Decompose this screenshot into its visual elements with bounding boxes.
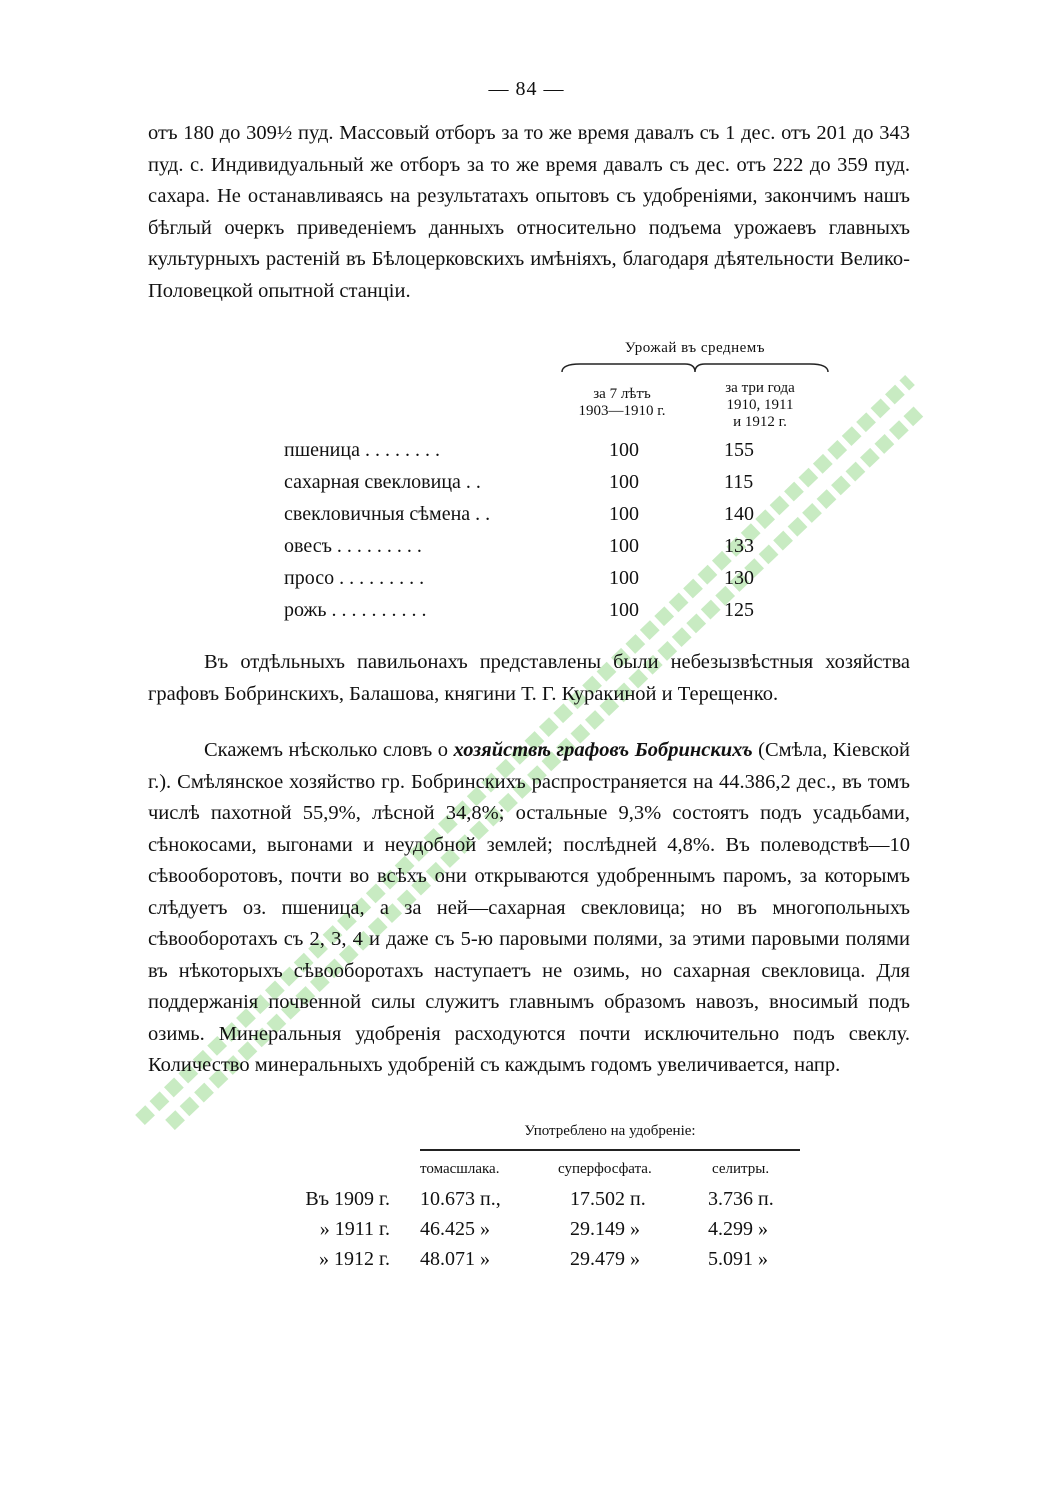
fert-row [260, 1248, 820, 1278]
yield-value-7y: 100 [609, 567, 639, 589]
fert-year: Въ 1909 г. [305, 1188, 390, 1210]
yield-row [284, 471, 844, 503]
yield-col2-header: за три года 1910, 1911 и 1912 г. [725, 380, 795, 430]
fert-thomas-slag: 48.071 » [420, 1248, 490, 1270]
yield-value-7y: 100 [609, 599, 639, 621]
paragraph-pavilions: Въ отдѣльныхъ павильонахъ представлены были небезызвѣстныя хозяйства графовъ Бобринскихъ, Балашова, княгини Т. Г. Куракиной и Терещенко. [148, 651, 910, 705]
yield-col1-header: за 7 лѣтъ 1903—1910 г. [578, 386, 666, 419]
paragraph-bobrinsky-estate: Скажемъ нѣсколько словъ о хозяйствѣ графовъ Бобринскихъ (Смѣла, Кіевской г.). Смѣлянское хозяйство гр. Бобринскихъ распространяется на 44.386,2 дес., въ томъ числѣ пахотной 55,9%, лѣсной 34,8%; остальные 9,3% состоятъ подъ усадьбами, сѣнокосами, выгонами и неудобной землей; послѣдней 4,8%. Въ полеводствѣ—10 сѣвооборотовъ, почти во всѣхъ они открываются удобреннымъ паромъ, за которымъ слѣдуетъ оз. пшеница, а за ней—сахарная свекловица; но въ многопольныхъ сѣвооборотахъ съ 2, 3, 4 и даже съ 5-ю паровыми полями, за этими паровыми полями въ нѣкоторыхъ сѣвооборотахъ наступаетъ не озимь, но сахарная свекловица. Для поддержанія почвенной силы служитъ главнымъ образомъ навозъ, вносимый подъ озимь. Минеральныя удобренія расходуются почти исключительно подъ свеклу. Количество минеральныхъ удобреній съ каждымъ годомъ увеличивается, напр. [148, 739, 911, 1076]
fert-thomas-slag: 10.673 п., [420, 1188, 501, 1210]
yield-value-7y: 100 [609, 503, 639, 525]
fert-col-header: томасшлака. [420, 1161, 500, 1177]
emphasized-phrase: хозяйствѣ графовъ Бобринскихъ [453, 739, 753, 761]
crop-name: свекловичныя сѣмена . . [284, 503, 491, 525]
yield-row [284, 503, 844, 535]
fert-row [260, 1218, 820, 1248]
yield-value-3y: 125 [724, 599, 754, 621]
fert-col-header: суперфосфата. [558, 1161, 652, 1177]
fert-table-group-header: Употреблено на удобреніе: [524, 1123, 696, 1139]
crop-name: пшеница . . . . . . . . [284, 439, 440, 461]
fert-col-header: селитры. [712, 1161, 770, 1177]
fert-thomas-slag: 46.425 » [420, 1218, 490, 1240]
yield-value-7y: 100 [609, 535, 639, 557]
fert-saltpeter: 5.091 » [708, 1248, 768, 1270]
yield-row [284, 599, 844, 631]
fert-superphosphate: 29.149 » [570, 1218, 640, 1240]
page-number: — 84 — [488, 78, 565, 100]
yield-row [284, 439, 844, 471]
fert-saltpeter: 3.736 п. [708, 1188, 774, 1210]
yield-value-7y: 100 [609, 471, 639, 493]
fert-year: » 1912 г. [319, 1248, 390, 1270]
crop-name: рожь . . . . . . . . . . [284, 599, 427, 621]
fert-saltpeter: 4.299 » [708, 1218, 768, 1240]
crop-name: сахарная свекловица . . [284, 471, 481, 493]
yield-value-7y: 100 [609, 439, 639, 461]
fert-year: » 1911 г. [319, 1218, 390, 1240]
fert-superphosphate: 29.479 » [570, 1248, 640, 1270]
fert-row [260, 1188, 820, 1218]
yield-value-3y: 155 [724, 439, 754, 461]
yield-row [284, 535, 844, 567]
fert-table-rule [420, 1149, 800, 1151]
yield-table-group-header: Урожай въ среднемъ [624, 340, 766, 356]
yield-value-3y: 140 [724, 503, 754, 525]
yield-value-3y: 133 [724, 535, 754, 557]
yield-value-3y: 115 [724, 471, 754, 493]
yield-value-3y: 130 [724, 567, 754, 589]
crop-name: просо . . . . . . . . . [284, 567, 425, 589]
yield-table-brace [560, 362, 830, 374]
crop-name: овесъ . . . . . . . . . [284, 535, 422, 557]
paragraph-selection-results: отъ 180 до 309½ пуд. Массовый отборъ за то же время давалъ съ 1 дес. отъ 201 до 343 пуд. с. Индивидуальный же отборъ за то же время давалъ съ дес. отъ 222 до 359 пуд. сахара. Не останавливаясь на результатахъ опытовъ съ удобреніями, закончимъ нашъ бѣглый очеркъ приведеніемъ данныхъ относительно подъема урожаевъ главныхъ культурныхъ растеній въ Бѣлоцерковскихъ имѣніяхъ, благодаря дѣятельности Велико-Половецкой опытной станціи. [148, 122, 910, 302]
fert-superphosphate: 17.502 п. [570, 1188, 646, 1210]
yield-row [284, 567, 844, 599]
